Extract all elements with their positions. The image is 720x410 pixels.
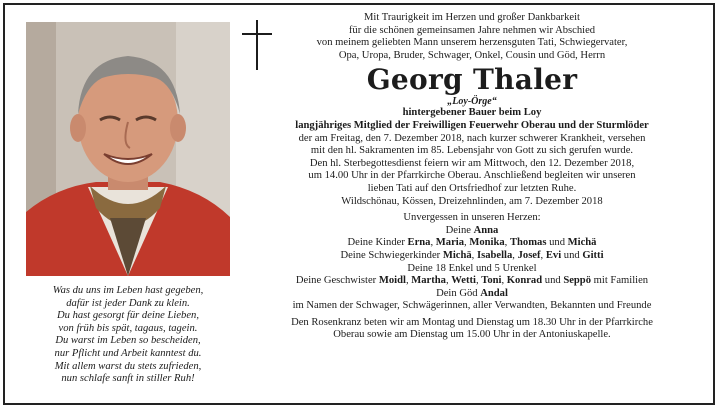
mourner-text: , xyxy=(540,249,546,261)
mourner-line xyxy=(250,275,694,288)
mourner-text: , xyxy=(430,237,436,249)
mourner-name: Wetti xyxy=(451,275,476,287)
mourner-text: Deine Kinder xyxy=(347,237,408,249)
death-notice-line: um 14.00 Uhr in der Pfarrkirche Oberau. Anschließend begleiten wir unseren xyxy=(308,170,636,182)
mourner-line xyxy=(250,288,694,301)
mourner-text: und xyxy=(542,275,564,287)
death-notice-line: lieben Tati auf den Ortsfriedhof zur letzten Ruhe. xyxy=(367,182,577,194)
verse-line: Was du uns im Leben hast gegeben, xyxy=(52,285,204,296)
verse-line: dafür ist jeder Dank zu klein. xyxy=(66,297,190,309)
mourner-text: Deine 18 Enkel und 5 Urenkel xyxy=(407,262,537,274)
mourner-line xyxy=(250,300,694,313)
mourner-text: , xyxy=(512,249,518,261)
portrait-illustration xyxy=(26,22,230,276)
memorial-verse xyxy=(14,285,242,386)
death-notice-line: Den hl. Sterbegottesdienst feiern wir am Mittwoch, den 12. Dezember 2018, xyxy=(309,157,635,169)
mourner-name: Thomas xyxy=(509,237,547,249)
mourner-text: , xyxy=(504,237,510,249)
role-line: langjähriges Mitglied der Freiwilligen Feuerwehr Oberau und der Sturmlöder xyxy=(295,119,649,131)
mourner-name: Gitti xyxy=(582,249,604,261)
mourner-name: Konrad xyxy=(506,275,543,287)
mourner-name: Toni xyxy=(481,275,502,287)
intro-line: Opa, Uropa, Bruder, Schwager, Onkel, Cousin und Göd, Herrn xyxy=(338,49,606,61)
verse-line: nur Pflicht und Arbeit kanntest du. xyxy=(54,347,202,359)
intro-line: von meinem geliebten Mann unserem herzensguten Tati, Schwiegervater, xyxy=(316,37,628,49)
mourner-text: und xyxy=(561,249,583,261)
mourner-text: , xyxy=(464,237,470,249)
mourner-text: , xyxy=(475,275,482,287)
mourner-text: mit Familien xyxy=(591,275,649,287)
place-date: Wildschönau, Kössen, Dreizehnlinden, am 7. Dezember 2018 xyxy=(341,195,603,207)
verse-line: Du hast gesorgt für deine Lieben, xyxy=(56,310,200,322)
mourner-text: Dein Göd xyxy=(436,287,481,299)
nickname: „Loy-Örge“ xyxy=(447,96,497,108)
mourners-list xyxy=(250,225,694,313)
mourner-name: Michä xyxy=(567,237,597,249)
portrait-photo xyxy=(26,22,230,276)
mourner-name: Erna xyxy=(407,237,431,249)
mourner-line xyxy=(250,237,694,250)
mourner-name: Isabella xyxy=(476,249,513,261)
mourner-text: im Namen der Schwager, Schwägerinnen, aller Verwandten, Bekannten und Freunde xyxy=(292,300,652,312)
obituary-text xyxy=(250,12,694,342)
mourner-text: Deine xyxy=(445,224,474,236)
mourner-text: , xyxy=(445,275,452,287)
mourner-name: Josef xyxy=(517,249,541,261)
verse-line: Du warst im Leben so bescheiden, xyxy=(55,335,201,347)
rosary-line: Oberau sowie am Dienstag um 15.00 Uhr in der Antoniuskapelle. xyxy=(333,329,611,341)
mourner-name: Seppö xyxy=(563,275,591,287)
mourner-line xyxy=(250,263,694,276)
intro-line: für die schönen gemeinsamen Jahre nehmen wir Abschied xyxy=(348,24,596,36)
mourner-line xyxy=(250,225,694,238)
mourner-name: Andal xyxy=(480,287,508,299)
mourner-name: Maria xyxy=(435,237,465,249)
mourner-name: Anna xyxy=(473,224,499,236)
death-notice-line: der am Freitag, den 7. Dezember 2018, nach kurzer schwerer Krankheit, versehen xyxy=(298,132,646,144)
mourner-text: , xyxy=(501,275,507,287)
mourner-name: Monika xyxy=(469,237,505,249)
mourner-line xyxy=(250,250,694,263)
mourner-text: , xyxy=(405,275,412,287)
mourner-name: Evi xyxy=(545,249,562,261)
rosary-line: Den Rosenkranz beten wir am Montag und Dienstag um 18.30 Uhr in der Pfarrkirche xyxy=(291,316,653,328)
mourner-name: Michä xyxy=(442,249,472,261)
mourner-text: Deine Schwiegerkinder xyxy=(340,249,443,261)
mourner-text: und xyxy=(546,237,568,249)
verse-line: Mit allem warst du stets zufrieden, xyxy=(54,360,202,372)
unforgotten-heading: Unvergessen in unseren Herzen: xyxy=(403,212,541,224)
mourner-text: Deine Geschwister xyxy=(295,275,379,287)
mourner-text: , xyxy=(471,249,477,261)
death-notice-line: mit den hl. Sakramenten im 85. Lebensjahr von Gott zu sich gerufen wurde. xyxy=(310,145,634,157)
verse-line: nun schlafe sanft in stiller Ruh! xyxy=(61,373,195,385)
verse-line: von früh bis spät, tagaus, tagein. xyxy=(58,322,198,334)
role-line: hintergebener Bauer beim Loy xyxy=(402,107,542,119)
intro-line: Mit Traurigkeit im Herzen und großer Dankbarkeit xyxy=(364,12,580,23)
mourner-name: Moidl xyxy=(378,275,406,287)
mourner-name: Martha xyxy=(411,275,446,287)
deceased-name: Georg Thaler xyxy=(366,63,578,97)
